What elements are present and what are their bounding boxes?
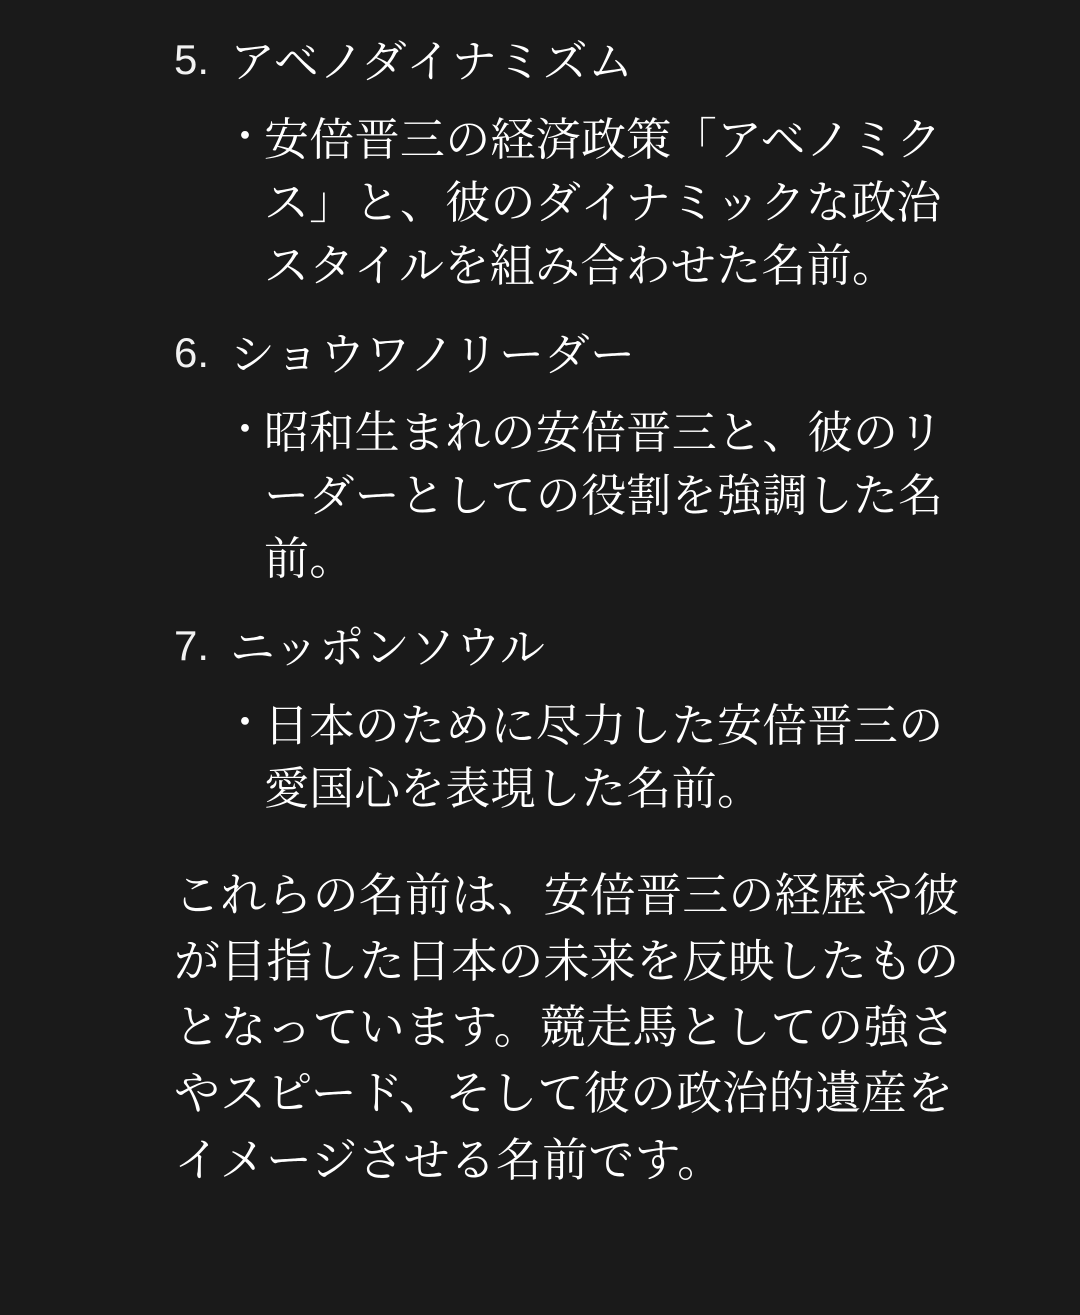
bullet-list [56, 694, 1024, 820]
bullet-point-icon: ・ [224, 405, 267, 453]
numbered-list [56, 30, 1024, 820]
list-item-title: ショウワノリーダー [230, 328, 636, 380]
list-item-number: 7. [174, 621, 210, 669]
bullet-list-item-text: 安倍晋三の経済政策「アベノミクス」と、彼のダイナミックな政治スタイルを組み合わせた名前。 [264, 113, 942, 291]
list-item [56, 323, 1024, 590]
list-item-heading [56, 323, 1024, 387]
bullet-list-item [56, 694, 1024, 820]
list-item-number: 5. [174, 36, 210, 83]
list-item-heading [56, 30, 1024, 94]
list-item [56, 30, 1024, 297]
list-item [56, 616, 1024, 820]
list-item-heading [56, 616, 1024, 680]
bullet-list-item [56, 108, 1024, 297]
list-item-title: ニッポンソウル [230, 621, 546, 673]
bullet-list-item-text: 日本のために尽力した安倍晋三の愛国心を表現した名前。 [264, 699, 944, 814]
list-item-title: アベノダイナミズム [230, 36, 634, 87]
bullet-list-item-text: 昭和生まれの安倍晋三と、彼のリーダーとしての役割を強調した名前。 [264, 406, 944, 584]
bullet-list-item [56, 401, 1024, 590]
bullet-list [56, 108, 1024, 297]
closing-paragraph: これらの名前は、安倍晋三の経歴や彼が目指した日本の未来を反映したものとなっています。競走馬としての強さやスピード、そして彼の政治的遺産をイメージさせる名前です。 [174, 868, 960, 1186]
bullet-point-icon: ・ [224, 698, 267, 746]
answer-body [56, 30, 1024, 1193]
bullet-point-icon: ・ [224, 112, 267, 160]
bullet-list [56, 401, 1024, 590]
list-item-number: 6. [174, 328, 210, 376]
